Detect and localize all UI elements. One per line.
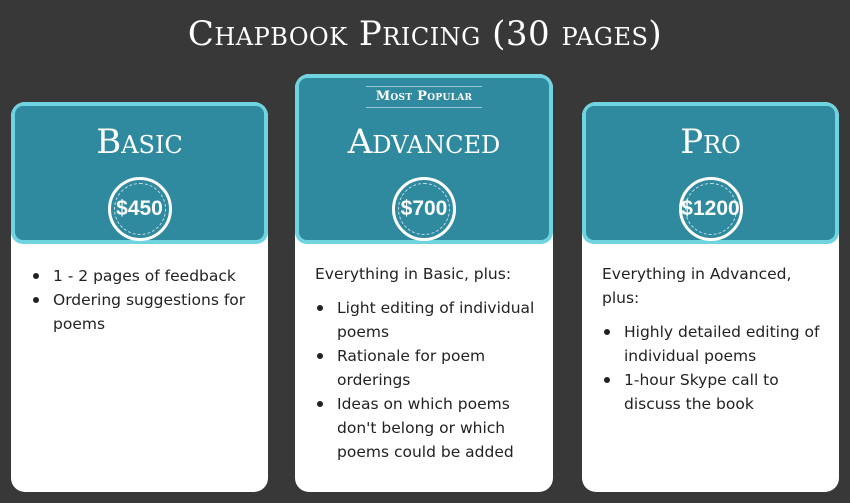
page-title: Chapbook Pricing (30 pages) <box>187 14 663 54</box>
feature-item: Ordering suggestions for poems <box>31 288 252 336</box>
price-circle-pro <box>679 177 743 241</box>
feature-item: Ideas on which poems don't belong or which poems could be added <box>315 392 537 464</box>
price-advanced: $700 <box>400 197 448 220</box>
tier-name-pro: Pro <box>680 122 741 162</box>
feature-item: 1 - 2 pages of feedback <box>31 264 252 288</box>
feature-item: Light editing of individual poems <box>315 296 537 344</box>
price-basic: $450 <box>116 197 163 220</box>
plan-intro-advanced: Everything in Basic, plus: <box>315 265 512 283</box>
card-body-basic <box>11 244 268 346</box>
card-body-pro <box>582 244 839 426</box>
card-body-advanced <box>295 244 553 474</box>
card-header-basic <box>11 102 268 244</box>
pricing-card-pro <box>582 102 839 492</box>
pricing-card-basic <box>11 102 268 492</box>
feature-item: Highly detailed editing of individual poems <box>602 320 823 368</box>
price-circle-advanced <box>392 177 456 241</box>
card-header-pro <box>582 102 839 244</box>
feature-list-advanced <box>315 296 537 464</box>
pricing-card-advanced <box>295 74 553 492</box>
tier-name-basic: Basic <box>96 122 183 162</box>
price-pro: $1200 <box>681 197 740 220</box>
tier-name-advanced: Advanced <box>347 122 501 162</box>
price-circle-basic <box>108 177 172 241</box>
badge-wrap <box>299 86 549 108</box>
feature-item: 1-hour Skype call to discuss the book <box>602 368 823 416</box>
feature-item: Rationale for poem orderings <box>315 344 537 392</box>
plan-intro-pro: Everything in Advanced, plus: <box>602 265 792 307</box>
most-popular-badge: Most Popular <box>366 86 483 108</box>
feature-list-pro <box>602 320 823 416</box>
feature-list-basic <box>31 264 252 336</box>
card-header-advanced <box>295 74 553 244</box>
